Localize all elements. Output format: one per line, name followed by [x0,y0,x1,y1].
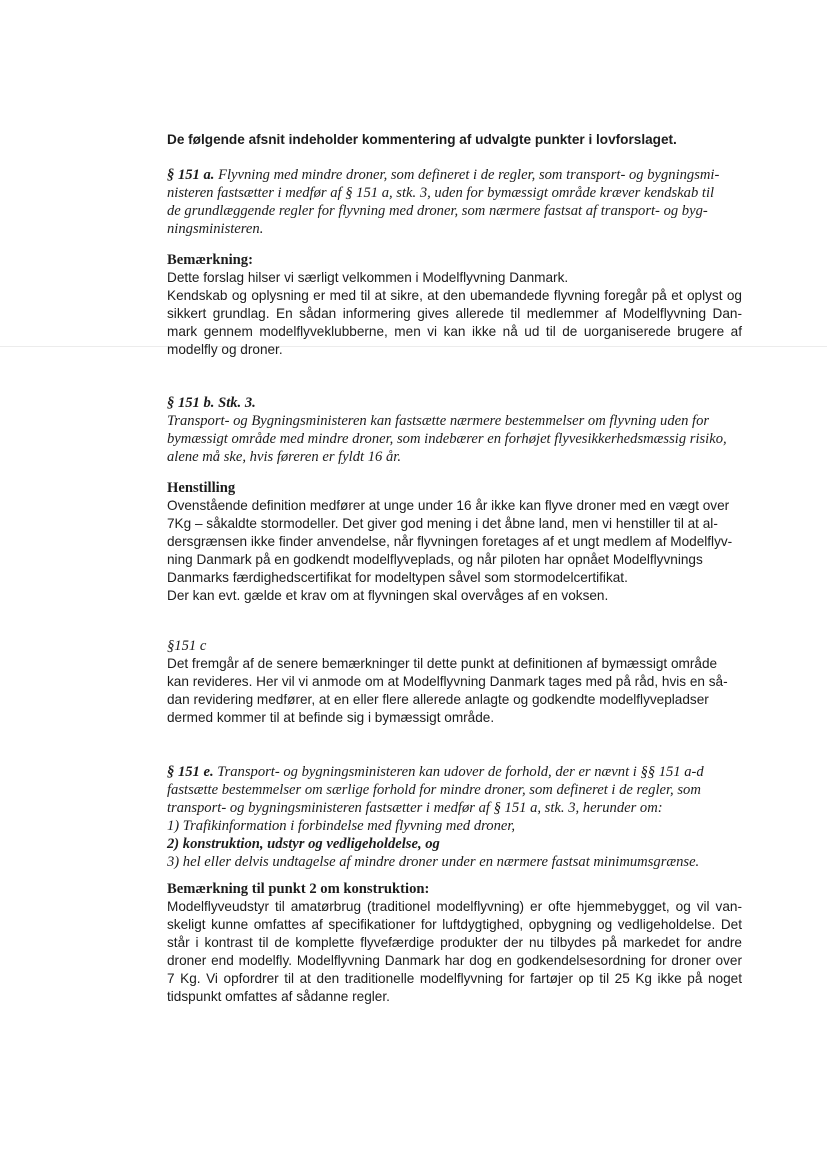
intro-block [167,131,742,149]
remark-2-line-5: 7 Kg. Vi opfordrer til at den traditionelle modelflyvning for fartøjer op til 25 Kg ikke på noget [167,971,742,986]
recommendation-line-4: ning Danmark på en godkendt modelflyveplads, og når piloten har opnået Modelflyvnings [167,552,703,567]
s151b-line-2: bymæssigt område med mindre droner, som indebærer en forhøjet flyvesikkerhedsmæssig risiko, [167,431,727,447]
remark-1-heading: Bemærkning: [167,252,253,268]
s151b-line-1: Transport- og Bygningsministeren kan fastsætte nærmere bestemmelser om flyvning uden for [167,413,710,429]
recommendation-line-5: Danmarks færdighedscertifikat for modeltypen såvel som stormodelcertifikat. [167,570,628,585]
s151b-line-3: alene må ske, hvis føreren er fyldt 16 år. [167,449,401,465]
s151c-heading: §151 c [167,638,207,654]
s151a-ref: § 151 a. [167,167,215,183]
recommendation [167,479,742,605]
s151e-item-2: 2) konstruktion, udstyr og vedligeholdelse, og [167,836,440,852]
remark-2-heading: Bemærkning til punkt 2 om konstruktion: [167,881,430,897]
recommendation-line-1: Ovenstående definition medfører at unge under 16 år ikke kan flyve droner med en vægt over [167,498,730,513]
section-151b [167,394,742,466]
recommendation-heading: Henstilling [167,480,236,496]
recommendation-line-3: dersgrænsen ikke finder anvendelse, når flyvningen foretages af et ungt medlem af Modelflyv- [167,534,733,549]
s151e-line-2: fastsætte bestemmelser om særlige forhold for mindre droner, som defineret i de regler, som [167,782,701,798]
remark-2 [167,880,742,1006]
s151c-line-3: dan revidering medfører, at en eller flere allerede anlagte og godkendte modelflyvepladser [167,692,709,707]
s151e-item-1: 1) Trafikinformation i forbindelse med flyvning med droner, [167,818,516,834]
remark-1-line-3: sikkert grundlag. En sådan informering gives allerede til medlemmer af Modelflyvning Dan- [167,306,742,321]
remark-2-line-2: skeligt kunne omfattes af specifikationer for luftdygtighed, opbygning og vedligeholdelse. Det [167,917,742,932]
recommendation-line-2: 7Kg – såkaldte stormodeller. Det giver god mening i det åbne land, men vi henstiller til at al- [167,516,718,531]
remark-1-line-2: Kendskab og oplysning er med til at sikre, at den ubemandede flyvning foregår på et oplyst og [167,288,742,303]
remark-2-line-4: droner end modelfly. Modelflyvning Danmark har dog en godkendelsesordning for droner over [167,953,742,968]
intro-text: De følgende afsnit indeholder kommentering af udvalgte punkter i lovforslaget. [167,132,677,147]
s151a-line-4: ningsministeren. [167,221,264,237]
s151c-line-4: dermed kommer til at befinde sig i bymæssigt område. [167,710,495,725]
s151a-line-2: nisteren fastsætter i medfør af § 151 a, stk. 3, uden for bymæssigt område kræver kendskab til [167,185,715,201]
remark-2-line-3: står i kontrast til de komplette flyvefærdige produkter der nu tilbydes på markedet for andre [167,935,742,950]
remark-1-line-4: mark gennem modelflyveklubberne, men vi kan ikke nå ud til de uorganiserede brugere af [167,324,742,339]
s151e-item-3: 3) hel eller delvis undtagelse af mindre droner under en nærmere fastsat minimumsgrænse. [167,854,700,870]
s151e-line-1: § 151 e. Transport- og bygningsministeren kan udover de forhold, der er nævnt i §§ 151 a-d [167,764,704,780]
s151e-line-3: transport- og bygningsministeren fastsætter i medfør af § 151 a, stk. 3, herunder om: [167,800,663,816]
s151c-line-2: kan revideres. Her vil vi anmode om at Modelflyvning Danmark tages med på råd, hvis en så- [167,674,728,689]
s151a-line-1: § 151 a. Flyvning med mindre droner, som defineret i de regler, som transport- og bygningsmi- [167,167,720,183]
s151a-line-3: de grundlæggende regler for flyvning med droner, som nærmere fastsat af transport- og byg- [167,203,708,219]
s151c-line-1: Det fremgår af de senere bemærkninger til dette punkt at definitionen af bymæssigt område [167,656,718,671]
section-151a [167,166,742,238]
section-151e [167,763,742,871]
remark-1-line-1: Dette forslag hilser vi særligt velkommen i Modelflyvning Danmark. [167,270,569,285]
remark-1-line-5: modelfly og droner. [167,342,283,357]
remark-2-line-1: Modelflyveudstyr til amatørbrug (traditionel modelflyvning) er ofte hjemmebygget, og vil van- [167,899,742,914]
section-151c [167,637,742,727]
remark-2-line-6: tidspunkt omfattes af sådanne regler. [167,989,390,1004]
recommendation-line-6: Der kan evt. gælde et krav om at flyvningen skal overvåges af en voksen. [167,588,609,603]
s151b-heading: § 151 b. Stk. 3. [167,395,256,411]
remark-1 [167,251,742,359]
s151e-ref: § 151 e. [167,764,214,780]
